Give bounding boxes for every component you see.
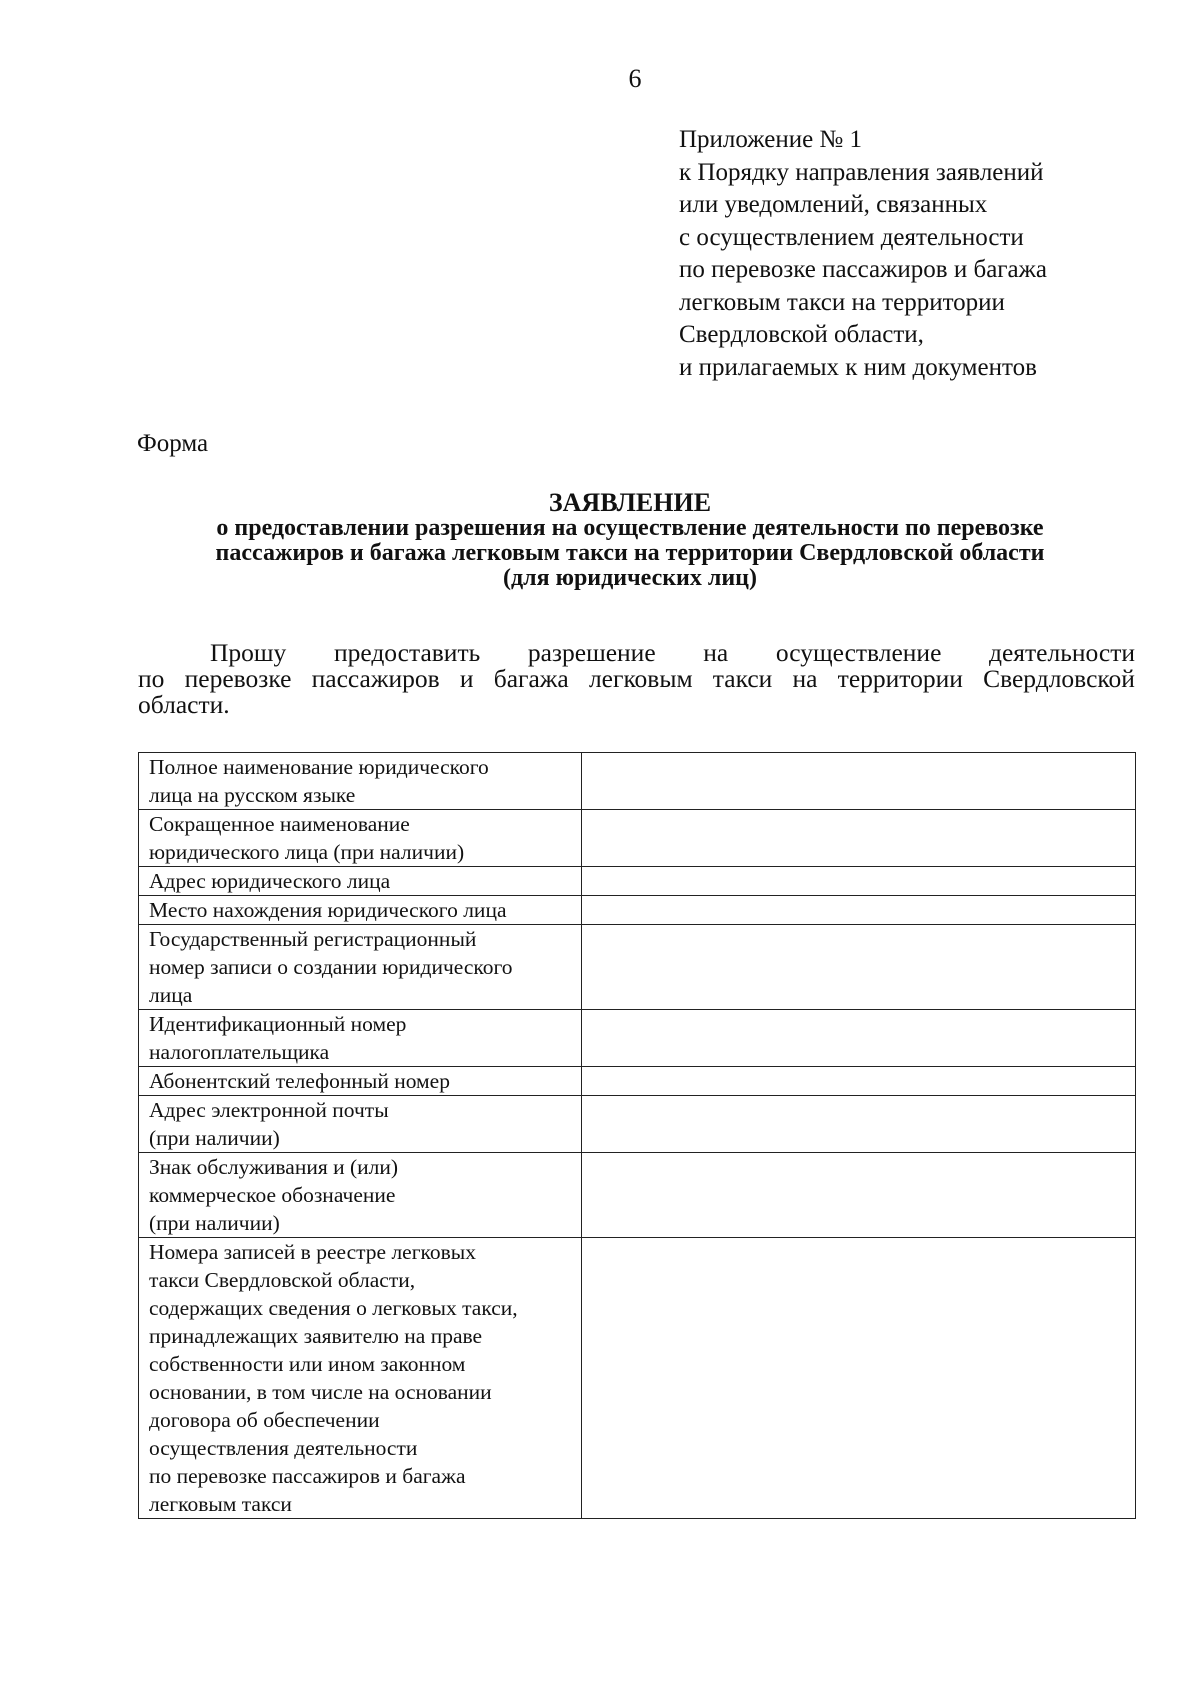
request-paragraph bbox=[138, 640, 1135, 718]
field-label bbox=[139, 753, 582, 810]
title-line: пассажиров и багажа легковым такси на территории Свердловской области bbox=[215, 540, 1045, 566]
field-label-line: основании, в том числе на основании bbox=[149, 1380, 492, 1404]
title-line: (для юридических лиц) bbox=[503, 565, 757, 591]
field-label-line: легковым такси bbox=[149, 1492, 292, 1516]
field-label-line: юридического лица (при наличии) bbox=[149, 840, 465, 864]
word: территории bbox=[837, 664, 963, 693]
field-label bbox=[139, 1067, 582, 1096]
word: Свердловской bbox=[983, 664, 1135, 693]
table-row bbox=[139, 753, 1136, 810]
table-row bbox=[139, 1067, 1136, 1096]
word: пассажиров bbox=[311, 664, 440, 693]
field-label-line: коммерческое обозначение bbox=[149, 1183, 396, 1207]
table-row bbox=[139, 1010, 1136, 1067]
document-title bbox=[130, 489, 1130, 591]
word: и bbox=[459, 664, 474, 693]
field-label-line: Место нахождения юридического лица bbox=[149, 898, 507, 922]
field-label-line: содержащих сведения о легковых такси, bbox=[149, 1296, 518, 1320]
page-number: 6 bbox=[628, 64, 642, 93]
field-value-cell[interactable] bbox=[581, 753, 1135, 810]
field-value-cell[interactable] bbox=[581, 1067, 1135, 1096]
application-form-table bbox=[138, 752, 1136, 1519]
field-label-line: Абонентский телефонный номер bbox=[149, 1069, 450, 1093]
field-label-line: принадлежащих заявителю на праве bbox=[149, 1324, 483, 1348]
field-label-line: Адрес электронной почты bbox=[149, 1098, 389, 1122]
word: перевозке bbox=[184, 664, 292, 693]
appendix-block bbox=[679, 124, 1159, 384]
field-label-line: по перевозке пассажиров и багажа bbox=[149, 1464, 466, 1488]
word: осуществление bbox=[775, 638, 942, 667]
field-label bbox=[139, 1238, 582, 1519]
field-value-cell[interactable] bbox=[581, 810, 1135, 867]
field-label-line: осуществления деятельности bbox=[149, 1436, 418, 1460]
request-line-2 bbox=[138, 666, 1135, 692]
field-label bbox=[139, 1096, 582, 1153]
field-value-cell[interactable] bbox=[581, 925, 1135, 1010]
appendix-line: Приложение № 1 bbox=[679, 126, 863, 153]
appendix-line: с осуществлением деятельности bbox=[679, 223, 1024, 251]
word: такси bbox=[712, 664, 773, 693]
request-line-1 bbox=[138, 640, 1135, 666]
appendix-line: или уведомлений, связанных bbox=[679, 191, 988, 218]
word: деятельности bbox=[989, 638, 1135, 667]
word: Прошу bbox=[210, 638, 287, 667]
table-row bbox=[139, 1153, 1136, 1238]
word: легковым bbox=[588, 664, 693, 693]
field-label-line: такси Свердловской области, bbox=[149, 1268, 416, 1292]
field-label-line: договора об обеспечении bbox=[149, 1408, 380, 1432]
field-label-line: собственности или ином законном bbox=[149, 1352, 466, 1376]
word: по bbox=[138, 664, 165, 693]
field-label bbox=[139, 810, 582, 867]
field-label bbox=[139, 925, 582, 1010]
appendix-line: Свердловской области, bbox=[679, 321, 924, 348]
field-label-line: налогоплательщика bbox=[149, 1040, 330, 1064]
field-label bbox=[139, 867, 582, 896]
field-label bbox=[139, 1010, 582, 1067]
word: на bbox=[703, 638, 729, 667]
field-label-line: Полное наименование юридического bbox=[149, 755, 489, 779]
field-label-line: (при наличии) bbox=[149, 1126, 280, 1150]
field-label bbox=[139, 896, 582, 925]
field-label-line: Идентификационный номер bbox=[149, 1012, 407, 1036]
field-label-line: Сокращенное наименование bbox=[149, 812, 410, 836]
request-line-3: области. bbox=[138, 690, 230, 719]
appendix-line: и прилагаемых к ним документов bbox=[679, 353, 1037, 381]
table-row bbox=[139, 925, 1136, 1010]
field-label-line: номер записи о создании юридического bbox=[149, 955, 513, 979]
field-value-cell[interactable] bbox=[581, 1096, 1135, 1153]
field-value-cell[interactable] bbox=[581, 1238, 1135, 1519]
field-value-cell[interactable] bbox=[581, 896, 1135, 925]
form-label: Форма bbox=[137, 430, 209, 457]
field-label-line: Номера записей в реестре легковых bbox=[149, 1240, 476, 1264]
appendix-line: по перевозке пассажиров и багажа bbox=[679, 256, 1048, 283]
appendix-line: к Порядку направления заявлений bbox=[679, 158, 1044, 186]
field-label-line: лица на русском языке bbox=[149, 783, 356, 807]
field-label bbox=[139, 1153, 582, 1238]
table-row bbox=[139, 1238, 1136, 1519]
table-row bbox=[139, 867, 1136, 896]
title-main: ЗАЯВЛЕНИЕ bbox=[548, 488, 712, 517]
field-value-cell[interactable] bbox=[581, 1153, 1135, 1238]
field-label-line: Адрес юридического лица bbox=[149, 869, 391, 893]
field-label-line: лица bbox=[149, 983, 193, 1007]
word: предоставить bbox=[333, 638, 481, 667]
appendix-line: легковым такси на территории bbox=[679, 288, 1005, 316]
word: багажа bbox=[493, 664, 569, 693]
field-value-cell[interactable] bbox=[581, 1010, 1135, 1067]
word: на bbox=[792, 664, 818, 693]
table-row bbox=[139, 1096, 1136, 1153]
field-label-line: (при наличии) bbox=[149, 1211, 280, 1235]
word: разрешение bbox=[527, 638, 656, 667]
field-label-line: Знак обслуживания и (или) bbox=[149, 1155, 399, 1179]
title-line: о предоставлении разрешения на осуществление деятельности по перевозке bbox=[216, 515, 1044, 541]
table-row bbox=[139, 810, 1136, 867]
field-value-cell[interactable] bbox=[581, 867, 1135, 896]
field-label-line: Государственный регистрационный bbox=[149, 927, 477, 951]
table-row bbox=[139, 896, 1136, 925]
